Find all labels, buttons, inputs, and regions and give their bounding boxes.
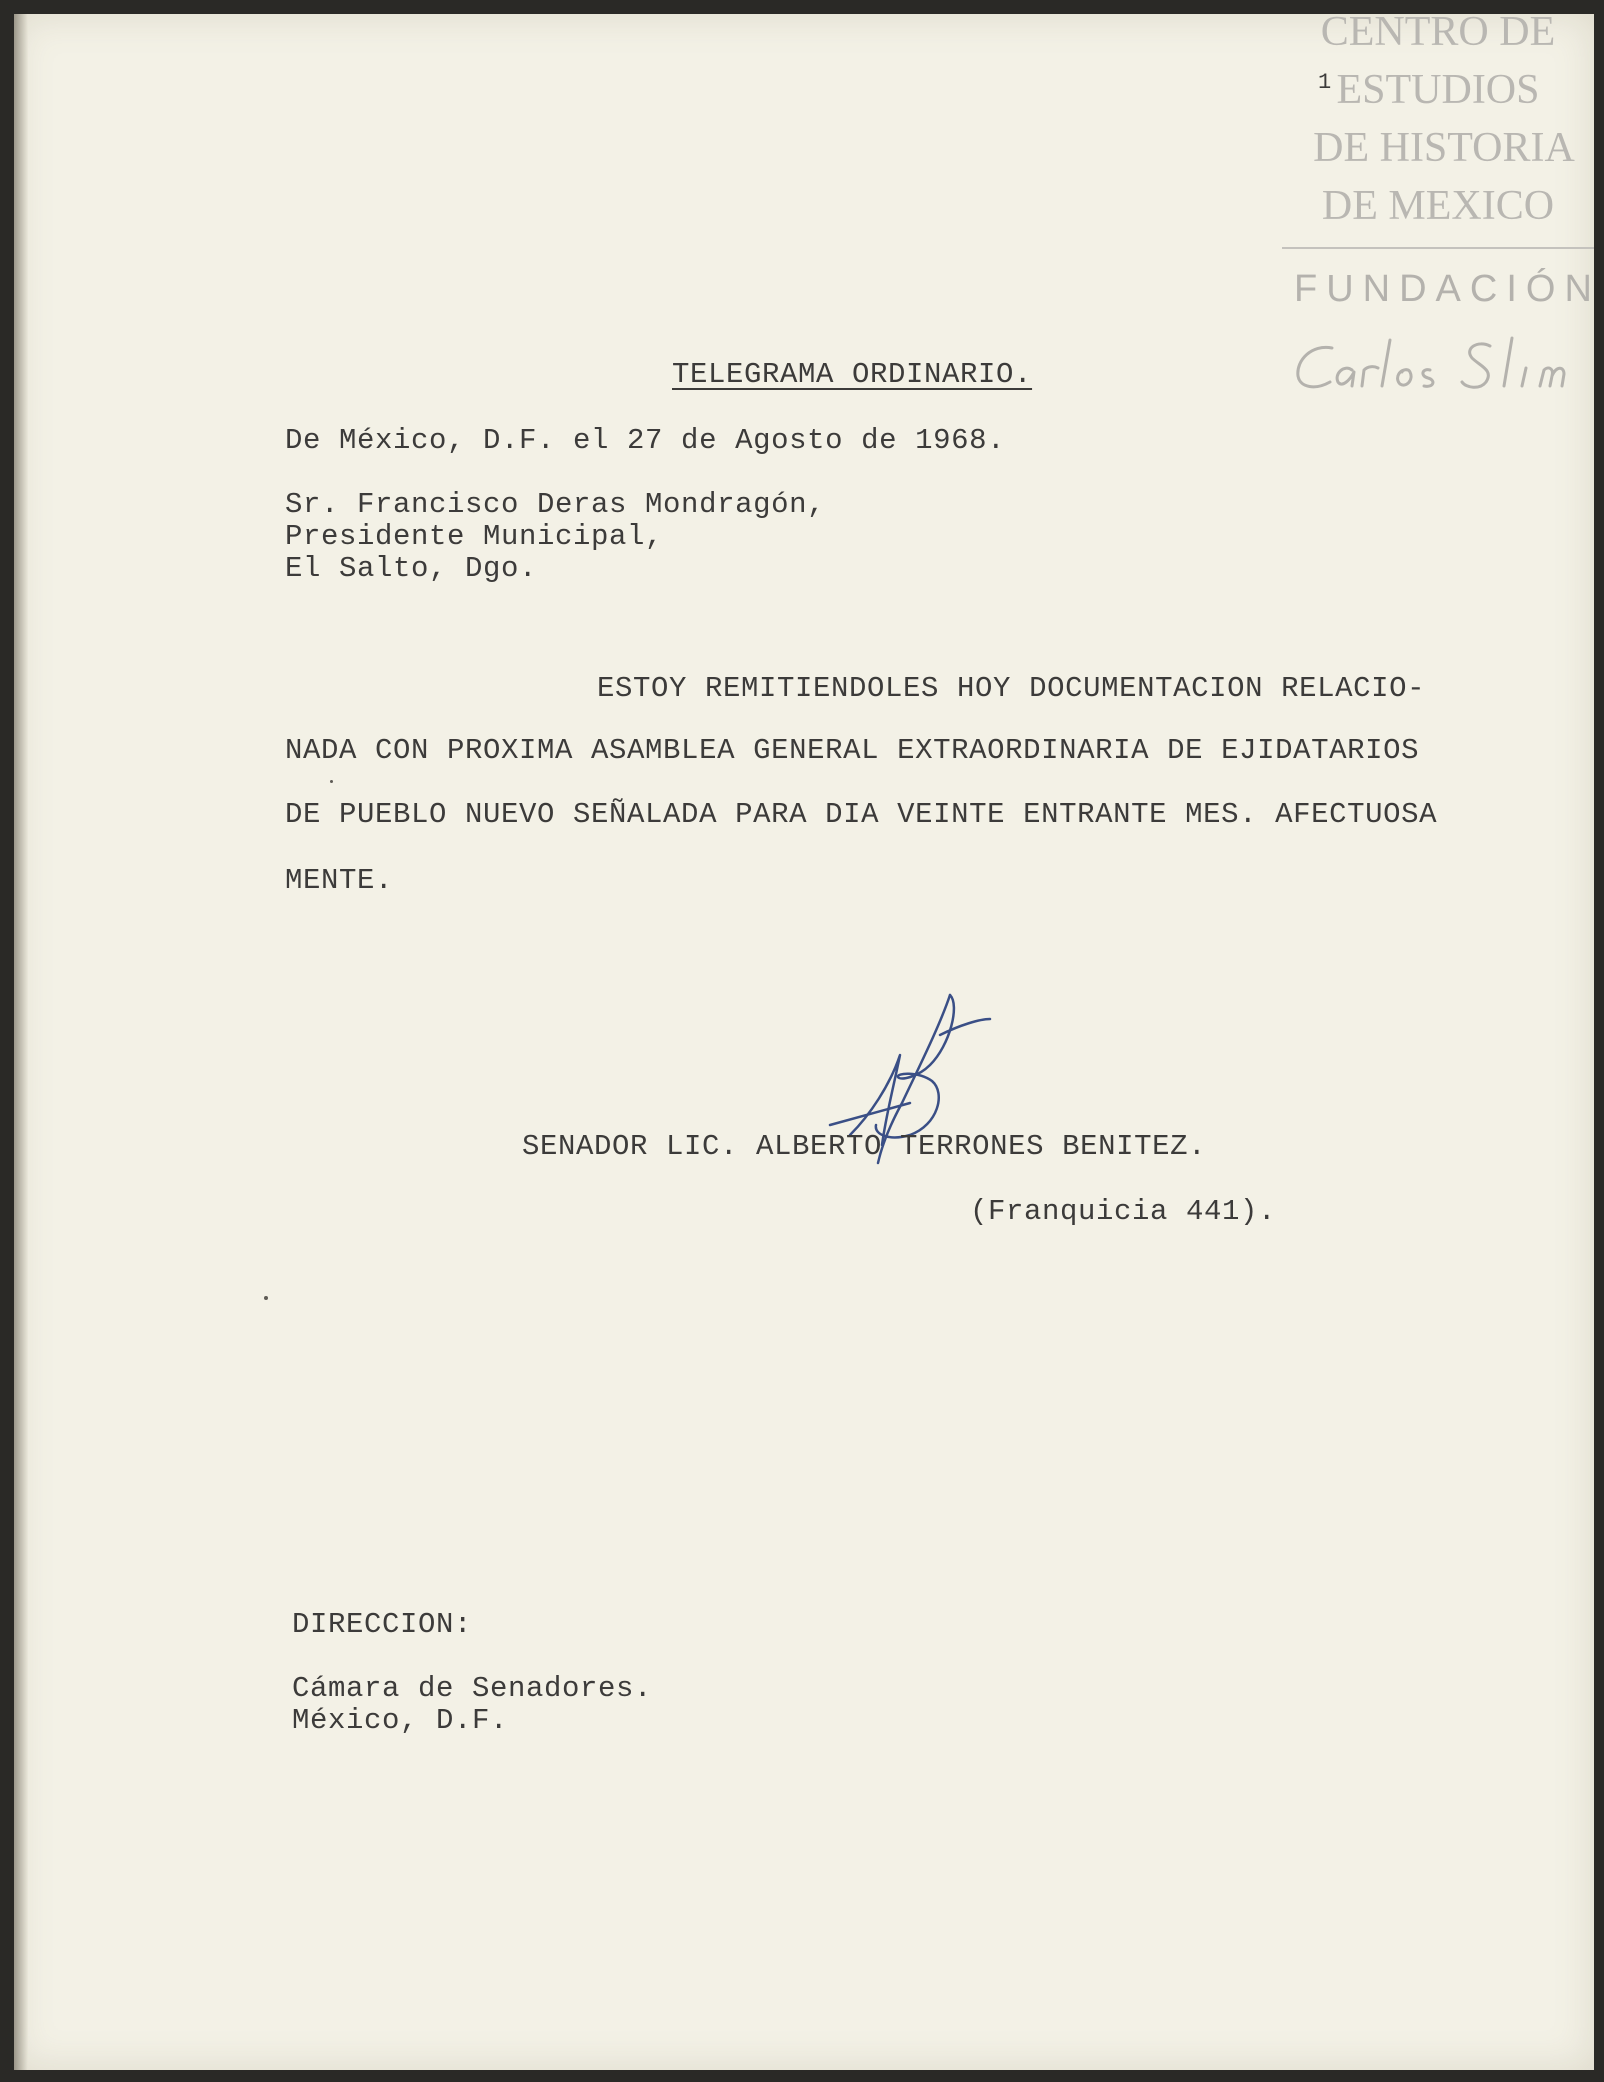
body-line-4: MENTE. <box>285 864 394 897</box>
watermark-line-4: DE MEXICO <box>1321 183 1555 229</box>
franchise-line: (Franquicia 441). <box>970 1195 1277 1228</box>
paper-speck <box>264 1296 268 1300</box>
paper-speck <box>330 780 333 783</box>
recipient-place: El Salto, Dgo. <box>285 552 538 585</box>
address-line-1: Cámara de Senadores. <box>292 1672 653 1705</box>
watermark-divider <box>1282 247 1594 249</box>
watermark-fundacion: FUNDACIÓN <box>1294 268 1601 310</box>
address-line-2: México, D.F. <box>292 1704 509 1737</box>
body-line-3: DE PUEBLO NUEVO SEÑALADA PARA DIA VEINTE ENTRANTE MES. AFECTUOSA <box>285 798 1438 831</box>
page-number-mark: 1 <box>1318 70 1332 95</box>
carlos-slim-logo <box>1290 330 1590 400</box>
watermark-line-2: ESTUDIOS <box>1336 67 1540 113</box>
body-line-1: ESTOY REMITIENDOLES HOY DOCUMENTACION RELACIO- <box>597 672 1426 705</box>
signer-line: SENADOR LIC. ALBERTO TERRONES BENITEZ. <box>522 1130 1207 1163</box>
date-line: De México, D.F. el 27 de Agosto de 1968. <box>285 424 1006 457</box>
paper-edge <box>14 14 28 2070</box>
watermark-line-3: DE HISTORIA <box>1313 125 1575 171</box>
watermark-line-1: CENTRO DE <box>1320 9 1556 55</box>
recipient-name: Sr. Francisco Deras Mondragón, <box>285 488 826 521</box>
address-label: DIRECCION: <box>292 1608 473 1641</box>
body-line-2: NADA CON PROXIMA ASAMBLEA GENERAL EXTRAORDINARIA DE EJIDATARIOS <box>285 734 1420 767</box>
telegram-title: TELEGRAMA ORDINARIO. <box>672 358 1033 391</box>
recipient-position: Presidente Municipal, <box>285 520 664 553</box>
